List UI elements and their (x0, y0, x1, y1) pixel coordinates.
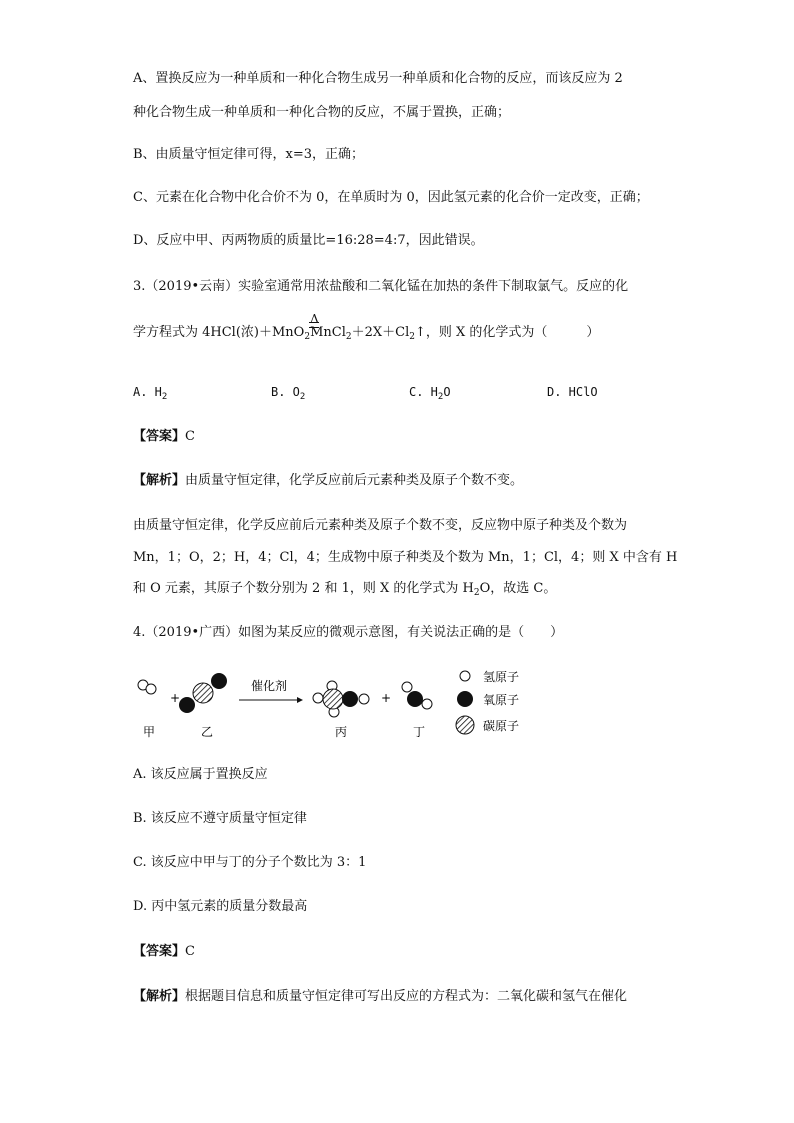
svg-text:碳原子: 碳原子 (483, 719, 520, 733)
explanation-c: C、元素在化合物中化合价不为 0，在单质时为 0，因此氢元素的化合价一定改变，正确； (133, 190, 649, 205)
answer-label: 【答案】 (133, 429, 186, 444)
molecule-jia-h2 (138, 680, 156, 694)
q3-option-b[interactable]: B. $O_2$ (271, 385, 306, 402)
q3-eq-sub3: 2 (409, 332, 415, 342)
explanation-a-line2: 种化合物生成一种单质和一种化合物的反应，不属于置换，正确； (133, 105, 511, 120)
molecule-ding-h2o (402, 682, 432, 709)
q4-option-a[interactable]: A. 该反应属于置换反应 (133, 767, 268, 782)
q4-option-c[interactable]: C. 该反应中甲与丁的分子个数比为 3：1 (133, 855, 367, 870)
explanation-a-line1: A、置换反应为一种单质和一种化合物生成另一种单质和化合物的反应，而该反应为 2 (133, 71, 623, 86)
analysis-label: 【解析】 (133, 989, 186, 1004)
label-yi: 乙 (201, 725, 214, 739)
q3-stem-line1: 3.（2019•云南）实验室通常用浓盐酸和二氧化锰在加热的条件下制取氯气。反应的化 (133, 279, 629, 294)
q3-eq-sub1: 2 (304, 332, 311, 342)
plus-sign-1: + (170, 691, 181, 705)
q3-eq-post: ↑，则 X 的化学式为（ ） (414, 325, 600, 340)
analysis-label: 【解析】 (133, 473, 186, 488)
reaction-micro-diagram (133, 668, 553, 748)
q4-stem: 4.（2019•广西）如图为某反应的微观示意图，有关说法正确的是（ ） (133, 625, 564, 640)
q3-option-c[interactable]: C. $H_2O$ (409, 385, 451, 402)
plus-sign-2: + (381, 691, 392, 705)
q4-option-d[interactable]: D. 丙中氢元素的质量分数最高 (133, 899, 308, 914)
svg-text:氢原子: 氢原子 (483, 670, 520, 684)
explanation-d: D、反应中甲、丙两物质的质量比=16:28=4:7，因此错误。 (133, 233, 484, 248)
q4-answer (133, 943, 195, 961)
answer-value: C (185, 944, 195, 959)
q3-option-d[interactable]: D. HClO (547, 385, 598, 399)
answer-label: 【答案】 (133, 944, 186, 959)
legend-carbon (456, 716, 519, 734)
q3-eq-sub2: 2 (345, 332, 352, 342)
answer-value: C (185, 429, 195, 444)
q4-option-b[interactable]: B. 该反应不遵守质量守恒定律 (133, 811, 307, 826)
molecule-yi-co2 (179, 673, 227, 713)
q3-eq-mid2: ＋2X＋Cl (351, 325, 410, 340)
q3-analysis-line2: 由质量守恒定律，化学反应前后元素种类及原子个数不变，反应物中原子种类及个数为 (133, 518, 628, 533)
q3-analysis-line4: 和 O 元素，其原子个数分别为 2 和 1，则 X 的化学式为 $H_2O$，故选 C。 (133, 581, 557, 598)
delta-symbol: Δ (310, 312, 319, 326)
reaction-arrow (239, 697, 303, 703)
equals-sign (309, 322, 319, 328)
q3-stem-line2 (133, 312, 600, 346)
label-jia: 甲 (143, 725, 156, 739)
legend-oxygen (457, 691, 519, 707)
catalyst-label: 催化剂 (251, 679, 288, 693)
q3-analysis-line3: Mn，1；O，2；H，4；Cl，4；生成物中原子种类及个数为 Mn，1；Cl，4；则 X 中含有 H (133, 550, 678, 565)
explanation-b: B、由质量守恒定律可得，x=3，正确； (133, 147, 365, 162)
q4-analysis-line1: 【解析】根据题目信息和质量守恒定律可写出反应的方程式为：二氧化碳和氢气在催化 (133, 989, 628, 1004)
q3-analysis-line1: 【解析】由质量守恒定律，化学反应前后元素种类及原子个数不变。 (133, 473, 524, 488)
svg-text:氧原子: 氧原子 (483, 693, 520, 707)
q3-answer (133, 428, 195, 446)
q3-eq-mid: MnCl (310, 325, 346, 340)
molecule-bing (313, 681, 369, 717)
q3-option-a[interactable]: A. $H_2$ (133, 385, 168, 402)
legend-hydrogen (460, 670, 519, 684)
label-ding: 丁 (413, 725, 426, 739)
label-bing: 丙 (335, 725, 348, 739)
q3-eq-pre: 学方程式为 4HCl(浓)＋MnO (133, 325, 305, 340)
